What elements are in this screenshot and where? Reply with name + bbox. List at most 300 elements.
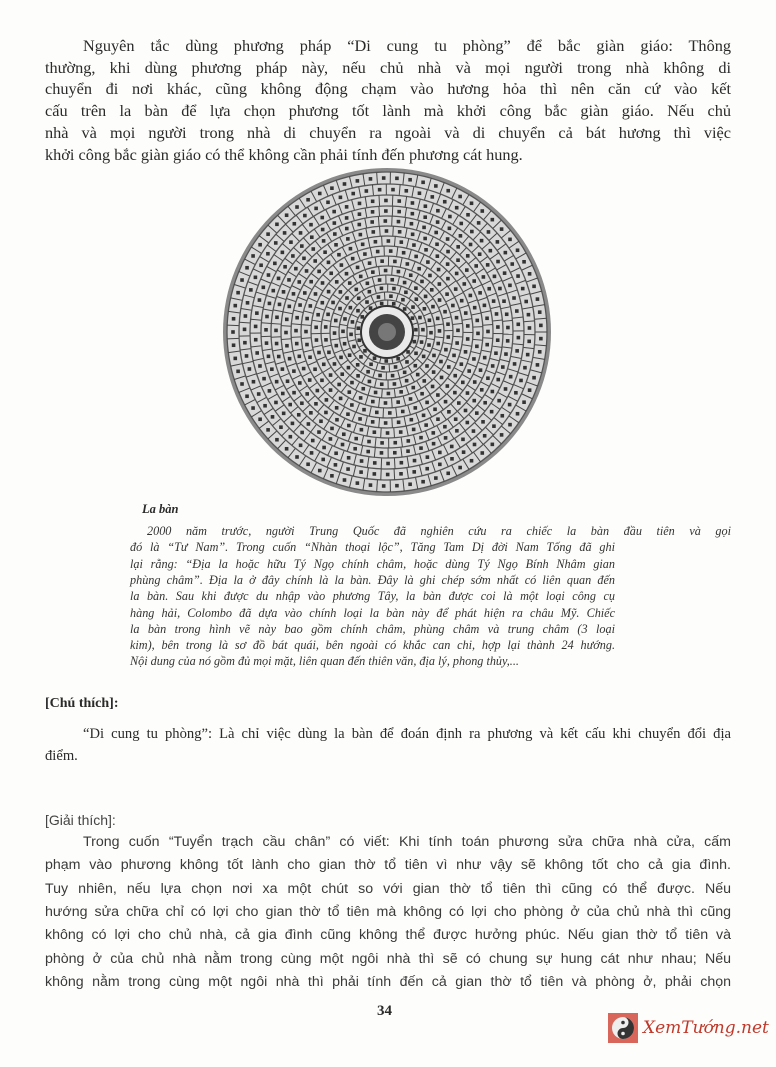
compass-glyph bbox=[401, 298, 405, 302]
compass-glyph bbox=[436, 342, 440, 346]
compass-glyph bbox=[419, 446, 423, 450]
compass-glyph bbox=[323, 250, 327, 254]
compass-glyph bbox=[420, 340, 424, 344]
compass-division bbox=[483, 338, 493, 339]
compass-glyph bbox=[385, 229, 389, 233]
compass-glyph bbox=[265, 341, 269, 345]
compass-glyph bbox=[313, 259, 317, 263]
compass-glyph bbox=[286, 379, 290, 383]
compass-glyph bbox=[381, 366, 385, 370]
compass-glyph bbox=[485, 316, 489, 320]
compass-glyph bbox=[295, 205, 299, 209]
compass-glyph bbox=[288, 357, 292, 361]
compass-glyph bbox=[435, 242, 439, 246]
compass-glyph bbox=[480, 239, 484, 243]
compass-glyph bbox=[291, 422, 295, 426]
compass-glyph bbox=[446, 237, 450, 241]
compass-glyph bbox=[413, 406, 417, 410]
compass-glyph bbox=[322, 363, 326, 367]
compass-glyph bbox=[347, 390, 351, 394]
compass-glyph bbox=[508, 423, 512, 427]
compass-glyph bbox=[434, 184, 438, 188]
compass-glyph bbox=[390, 278, 394, 282]
compass-glyph bbox=[333, 362, 337, 366]
compass-glyph bbox=[419, 436, 423, 440]
compass-glyph bbox=[266, 232, 270, 236]
compass-glyph bbox=[501, 365, 505, 369]
compass-glyph bbox=[510, 262, 514, 266]
compass-glyph bbox=[538, 310, 542, 314]
compass-glyph bbox=[397, 420, 401, 424]
compass-glyph bbox=[455, 341, 459, 345]
compass-glyph bbox=[446, 384, 450, 388]
compass-glyph bbox=[295, 342, 299, 346]
compass-glyph bbox=[254, 276, 258, 280]
compass-glyph bbox=[378, 374, 382, 378]
compass-glyph bbox=[359, 355, 363, 359]
compass-glyph bbox=[422, 414, 426, 418]
compass-glyph bbox=[348, 353, 352, 357]
compass-glyph bbox=[311, 439, 315, 443]
compass-glyph bbox=[532, 285, 536, 289]
compass-glyph bbox=[469, 294, 473, 298]
compass-glyph bbox=[334, 243, 338, 247]
compass-glyph bbox=[382, 176, 386, 180]
compass-glyph bbox=[326, 200, 330, 204]
compass-glyph bbox=[391, 188, 395, 192]
compass-glyph bbox=[421, 328, 425, 332]
compass-glyph bbox=[317, 430, 321, 434]
compass-glyph bbox=[391, 374, 395, 378]
compass-glyph bbox=[539, 324, 543, 328]
compass-glyph bbox=[426, 455, 430, 459]
compass-glyph bbox=[486, 263, 490, 267]
compass-glyph bbox=[380, 287, 384, 291]
compass-glyph bbox=[359, 396, 363, 400]
compass-glyph bbox=[277, 277, 281, 281]
compass-glyph bbox=[300, 431, 304, 435]
compass-glyph bbox=[528, 388, 532, 392]
compass-glyph bbox=[523, 366, 527, 370]
compass-glyph bbox=[384, 359, 388, 363]
compass-glyph bbox=[368, 290, 372, 294]
compass-glyph bbox=[393, 260, 397, 264]
compass-glyph bbox=[522, 400, 526, 404]
compass-glyph bbox=[506, 326, 510, 330]
compass-glyph bbox=[287, 278, 291, 282]
compass-glyph bbox=[399, 472, 403, 476]
compass-glyph bbox=[397, 220, 401, 224]
compass-glyph bbox=[432, 354, 436, 358]
compass-glyph bbox=[414, 286, 418, 290]
compass-glyph bbox=[282, 412, 286, 416]
compass-glyph bbox=[464, 311, 468, 315]
compass-glyph bbox=[371, 420, 375, 424]
compass-glyph bbox=[445, 292, 449, 296]
compass-glyph bbox=[335, 280, 339, 284]
compass-glyph bbox=[299, 231, 303, 235]
compass-glyph bbox=[349, 306, 353, 310]
compass-glyph bbox=[293, 222, 297, 226]
compass-glyph bbox=[371, 210, 375, 214]
compass-glyph bbox=[470, 230, 474, 234]
compass-glyph bbox=[251, 254, 255, 258]
compass-glyph bbox=[470, 459, 474, 463]
compass-glyph bbox=[438, 451, 442, 455]
compass-glyph bbox=[423, 215, 427, 219]
compass-glyph bbox=[371, 230, 375, 234]
compass-glyph bbox=[410, 222, 414, 226]
compass-glyph bbox=[353, 447, 357, 451]
compass-glyph bbox=[466, 421, 470, 425]
compass-glyph bbox=[394, 365, 398, 369]
compass-glyph bbox=[467, 369, 471, 373]
compass-glyph bbox=[459, 234, 463, 238]
compass-glyph bbox=[460, 362, 464, 366]
compass-glyph bbox=[436, 220, 440, 224]
text-line: nhà và mọi người trong nhà di chuyển ra ngoài và di chuyển cả bát hương thì việc bbox=[45, 122, 731, 142]
compass-glyph bbox=[258, 298, 262, 302]
text-line: lại rằng: “Địa la hoặc hữu Tý Ngọ chính châm, hoặc dùng Tý Ngọ Bính Nhâm gian bbox=[130, 556, 615, 571]
compass-glyph bbox=[524, 300, 528, 304]
compass-glyph bbox=[354, 437, 358, 441]
compass-glyph bbox=[360, 428, 364, 432]
compass-glyph bbox=[446, 189, 450, 193]
compass-glyph bbox=[303, 291, 307, 295]
compass-glyph bbox=[487, 230, 491, 234]
compass-glyph bbox=[305, 317, 309, 321]
compass-glyph bbox=[337, 383, 341, 387]
compass-glyph bbox=[289, 435, 293, 439]
compass-glyph bbox=[342, 432, 346, 436]
compass-glyph bbox=[428, 318, 432, 322]
compass-glyph bbox=[452, 354, 456, 358]
compass-glyph bbox=[285, 213, 289, 217]
compass-glyph bbox=[384, 219, 388, 223]
compass-glyph bbox=[266, 252, 270, 256]
text-line: “Di cung tu phòng”: Là chỉ việc dùng la bàn để đoán định ra phương và kết cấu khi chuyển đổi địa bbox=[83, 726, 731, 742]
compass-glyph bbox=[387, 392, 391, 396]
compass-glyph bbox=[427, 343, 431, 347]
compass-glyph bbox=[363, 252, 367, 256]
compass-glyph bbox=[248, 367, 252, 371]
compass-glyph bbox=[409, 273, 413, 277]
text-line: thường, khi dùng phương pháp này, nếu chủ nhà và mọi người trong nhà không di bbox=[45, 57, 731, 77]
compass-glyph bbox=[317, 270, 321, 274]
compass-glyph bbox=[487, 287, 491, 291]
compass-glyph bbox=[358, 202, 362, 206]
compass-glyph bbox=[477, 221, 481, 225]
compass-glyph bbox=[448, 215, 452, 219]
compass-glyph bbox=[405, 189, 409, 193]
compass-glyph bbox=[428, 274, 432, 278]
compass-glyph bbox=[453, 374, 457, 378]
compass-glyph bbox=[447, 365, 451, 369]
compass-division bbox=[382, 236, 383, 246]
compass-glyph bbox=[438, 463, 442, 467]
compass-glyph bbox=[318, 192, 322, 196]
compass-glyph bbox=[356, 363, 360, 367]
compass-glyph bbox=[277, 355, 281, 359]
compass-glyph bbox=[356, 481, 360, 485]
compass-division bbox=[291, 337, 301, 338]
compass-glyph bbox=[295, 316, 299, 320]
compass-glyph bbox=[302, 257, 306, 261]
compass-glyph bbox=[338, 307, 342, 311]
compass-glyph bbox=[438, 282, 442, 286]
compass-glyph bbox=[396, 400, 400, 404]
compass-glyph bbox=[273, 262, 277, 266]
compass-glyph bbox=[465, 268, 469, 272]
compass-glyph bbox=[478, 291, 482, 295]
compass-glyph bbox=[464, 409, 468, 413]
compass-glyph bbox=[246, 301, 250, 305]
compass-glyph bbox=[254, 338, 258, 342]
compass-glyph bbox=[275, 438, 279, 442]
compass-glyph bbox=[469, 243, 473, 247]
compass-glyph bbox=[327, 261, 331, 265]
compass-glyph bbox=[357, 338, 361, 342]
compass-glyph bbox=[480, 451, 484, 455]
compass-glyph bbox=[397, 199, 401, 203]
compass-glyph bbox=[483, 434, 487, 438]
compass-glyph bbox=[298, 303, 302, 307]
compass-glyph bbox=[369, 362, 373, 366]
compass-glyph bbox=[397, 210, 401, 214]
compass-glyph bbox=[453, 391, 457, 395]
compass-glyph bbox=[278, 303, 282, 307]
compass-glyph bbox=[314, 292, 318, 296]
compass-glyph bbox=[343, 342, 347, 346]
compass-glyph bbox=[455, 272, 459, 276]
compass-glyph bbox=[288, 403, 292, 407]
compass-glyph bbox=[249, 288, 253, 292]
compass-glyph bbox=[311, 247, 315, 251]
compass-glyph bbox=[403, 307, 407, 311]
compass-glyph bbox=[418, 316, 422, 320]
compass-glyph bbox=[245, 266, 249, 270]
compass-glyph bbox=[331, 301, 335, 305]
compass-glyph bbox=[516, 274, 520, 278]
compass-glyph bbox=[443, 310, 447, 314]
compass-glyph bbox=[271, 415, 275, 419]
compass-glyph bbox=[492, 424, 496, 428]
compass-glyph bbox=[339, 290, 343, 294]
compass-glyph bbox=[330, 474, 334, 478]
compass-glyph bbox=[335, 406, 339, 410]
compass-glyph bbox=[339, 397, 343, 401]
compass-glyph bbox=[464, 350, 468, 354]
compass-glyph bbox=[397, 270, 401, 274]
compass-glyph bbox=[300, 244, 304, 248]
compass-glyph bbox=[422, 226, 426, 230]
text-line: phòng ở của chủ nhà nằm trong cùng một ngôi nhà thì sẽ có chung sự hung cát như nhau; Nếu bbox=[45, 950, 731, 967]
compass-glyph bbox=[496, 338, 500, 342]
compass-glyph bbox=[366, 450, 370, 454]
compass-glyph bbox=[448, 227, 452, 231]
compass-glyph bbox=[380, 382, 384, 386]
compass-glyph bbox=[423, 307, 427, 311]
compass-glyph bbox=[245, 354, 249, 358]
compass-glyph bbox=[315, 338, 319, 342]
compass-glyph bbox=[380, 441, 384, 445]
compass-glyph bbox=[504, 352, 508, 356]
compass-glyph bbox=[528, 326, 532, 330]
compass-glyph bbox=[285, 447, 289, 451]
compass-glyph bbox=[446, 335, 450, 339]
compass-glyph bbox=[421, 480, 425, 484]
compass-glyph bbox=[384, 401, 388, 405]
compass-glyph bbox=[371, 400, 375, 404]
compass-glyph bbox=[413, 459, 417, 463]
compass-glyph bbox=[255, 351, 259, 355]
compass-glyph bbox=[422, 355, 426, 359]
compass-glyph bbox=[275, 222, 279, 226]
compass-glyph bbox=[426, 260, 430, 264]
compass-glyph bbox=[340, 372, 344, 376]
note-heading: [Chú thích]: bbox=[45, 696, 119, 711]
compass-glyph bbox=[399, 430, 403, 434]
text-line: không có lợi cho chủ nhà, cả gia đình cũng không thể được hưởng phúc. Nếu gian thờ tổ tiên và bbox=[45, 927, 731, 944]
compass-glyph bbox=[425, 364, 429, 368]
compass-glyph bbox=[392, 302, 396, 306]
compass-division bbox=[394, 458, 395, 469]
compass-glyph bbox=[480, 209, 484, 213]
compass-glyph bbox=[332, 210, 336, 214]
text-line: đó là “Tư Nam”. Trong cuốn “Nhàn thoại lộc”, Tăng Tam Dị đời Nam Tống đã ghi bbox=[130, 540, 615, 555]
compass-glyph bbox=[314, 326, 318, 330]
compass-glyph bbox=[369, 177, 373, 181]
compass-glyph bbox=[343, 478, 347, 482]
compass-glyph bbox=[454, 287, 458, 291]
compass-glyph bbox=[329, 373, 333, 377]
compass-glyph bbox=[395, 484, 399, 488]
watermark-text: XemTướng.net bbox=[643, 1018, 769, 1038]
compass-glyph bbox=[386, 462, 390, 466]
compass-glyph bbox=[251, 406, 255, 410]
compass-glyph bbox=[330, 186, 334, 190]
compass-glyph bbox=[345, 272, 349, 276]
compass-glyph bbox=[476, 332, 480, 336]
compass-glyph bbox=[446, 277, 450, 281]
compass-glyph bbox=[305, 343, 309, 347]
compass-glyph bbox=[289, 240, 293, 244]
compass-glyph bbox=[475, 319, 479, 323]
compass-glyph bbox=[515, 309, 519, 313]
text-line: Tuy nhiên, nếu lựa chọn nơi xa một chút so với gian thờ tổ tiên thì cũng có thể được. Nếu bbox=[45, 880, 731, 897]
compass-glyph bbox=[319, 419, 323, 423]
compass-glyph bbox=[357, 223, 361, 227]
text-line: hàng hải, Colombo đã dựa vào chính loại la bàn này để phát hiện ra châu Mỹ. Chiếc bbox=[130, 605, 615, 620]
compass-glyph bbox=[483, 356, 487, 360]
compass-glyph bbox=[380, 451, 384, 455]
compass-glyph bbox=[431, 305, 435, 309]
compass-glyph bbox=[358, 417, 362, 421]
compass-glyph bbox=[317, 351, 321, 355]
compass-glyph bbox=[527, 340, 531, 344]
compass-glyph bbox=[343, 182, 347, 186]
compass-glyph bbox=[420, 280, 424, 284]
compass-glyph bbox=[438, 298, 442, 302]
compass-glyph bbox=[500, 414, 504, 418]
compass-glyph bbox=[318, 469, 322, 473]
compass-glyph bbox=[425, 467, 429, 471]
compass-glyph bbox=[522, 260, 526, 264]
compass-glyph bbox=[475, 345, 479, 349]
compass-glyph bbox=[347, 456, 351, 460]
compass-glyph bbox=[357, 297, 361, 301]
compass-glyph bbox=[343, 317, 347, 321]
compass-glyph bbox=[360, 459, 364, 463]
compass-glyph bbox=[439, 360, 443, 364]
compass-glyph bbox=[414, 255, 418, 259]
compass-glyph bbox=[395, 177, 399, 181]
compass-glyph bbox=[482, 275, 486, 279]
compass-glyph bbox=[334, 344, 338, 348]
compass-glyph bbox=[288, 305, 292, 309]
compass-glyph bbox=[335, 418, 339, 422]
compass-glyph bbox=[521, 287, 525, 291]
compass-glyph bbox=[466, 213, 470, 217]
compass-glyph bbox=[299, 443, 303, 447]
compass-glyph bbox=[434, 231, 438, 235]
compass-glyph bbox=[371, 199, 375, 203]
compass-glyph bbox=[350, 381, 354, 385]
compass-glyph bbox=[363, 349, 367, 353]
compass-glyph bbox=[461, 381, 465, 385]
compass-glyph bbox=[517, 336, 521, 340]
compass-glyph bbox=[519, 379, 523, 383]
compass-glyph bbox=[423, 237, 427, 241]
compass-glyph bbox=[321, 458, 325, 462]
compass-glyph bbox=[368, 261, 372, 265]
compass-glyph bbox=[393, 441, 397, 445]
compass-glyph bbox=[492, 299, 496, 303]
compass-glyph bbox=[424, 248, 428, 252]
compass-glyph bbox=[462, 282, 466, 286]
text-line: Trong cuốn “Tuyển trạch cầu chân” có viết: Khi tính toán phương sửa chữa nhà cửa, cấm bbox=[83, 834, 731, 850]
compass-glyph bbox=[365, 300, 369, 304]
text-line: la bàn. Sau khi được du nhập vào phương Tây, la bàn được coi là một loại công cụ bbox=[130, 589, 615, 604]
compass-glyph bbox=[396, 357, 400, 361]
compass-glyph bbox=[389, 249, 393, 253]
compass-glyph bbox=[310, 235, 314, 239]
compass-glyph bbox=[359, 233, 363, 237]
compass-glyph bbox=[345, 227, 349, 231]
compass-glyph bbox=[406, 350, 410, 354]
compass-glyph bbox=[456, 245, 460, 249]
compass-glyph bbox=[254, 325, 258, 329]
compass-glyph bbox=[526, 353, 530, 357]
compass-glyph bbox=[306, 462, 310, 466]
compass-glyph bbox=[291, 254, 295, 258]
compass-division bbox=[381, 428, 382, 438]
compass-glyph bbox=[337, 253, 341, 257]
compass-glyph bbox=[285, 318, 289, 322]
compass-glyph bbox=[447, 410, 451, 414]
compass-division bbox=[379, 195, 380, 206]
compass-glyph bbox=[380, 302, 384, 306]
text-line: 2000 năm trước, người Trung Quốc đã nghiên cứu ra chiếc la bàn đầu tiên và gọi bbox=[147, 524, 731, 538]
compass-glyph bbox=[356, 326, 360, 330]
compass-glyph bbox=[313, 367, 317, 371]
compass-glyph bbox=[500, 433, 504, 437]
compass-glyph bbox=[472, 399, 476, 403]
compass-glyph bbox=[454, 417, 458, 421]
compass-division bbox=[281, 326, 291, 327]
compass-glyph bbox=[493, 275, 497, 279]
compass-glyph bbox=[405, 360, 409, 364]
